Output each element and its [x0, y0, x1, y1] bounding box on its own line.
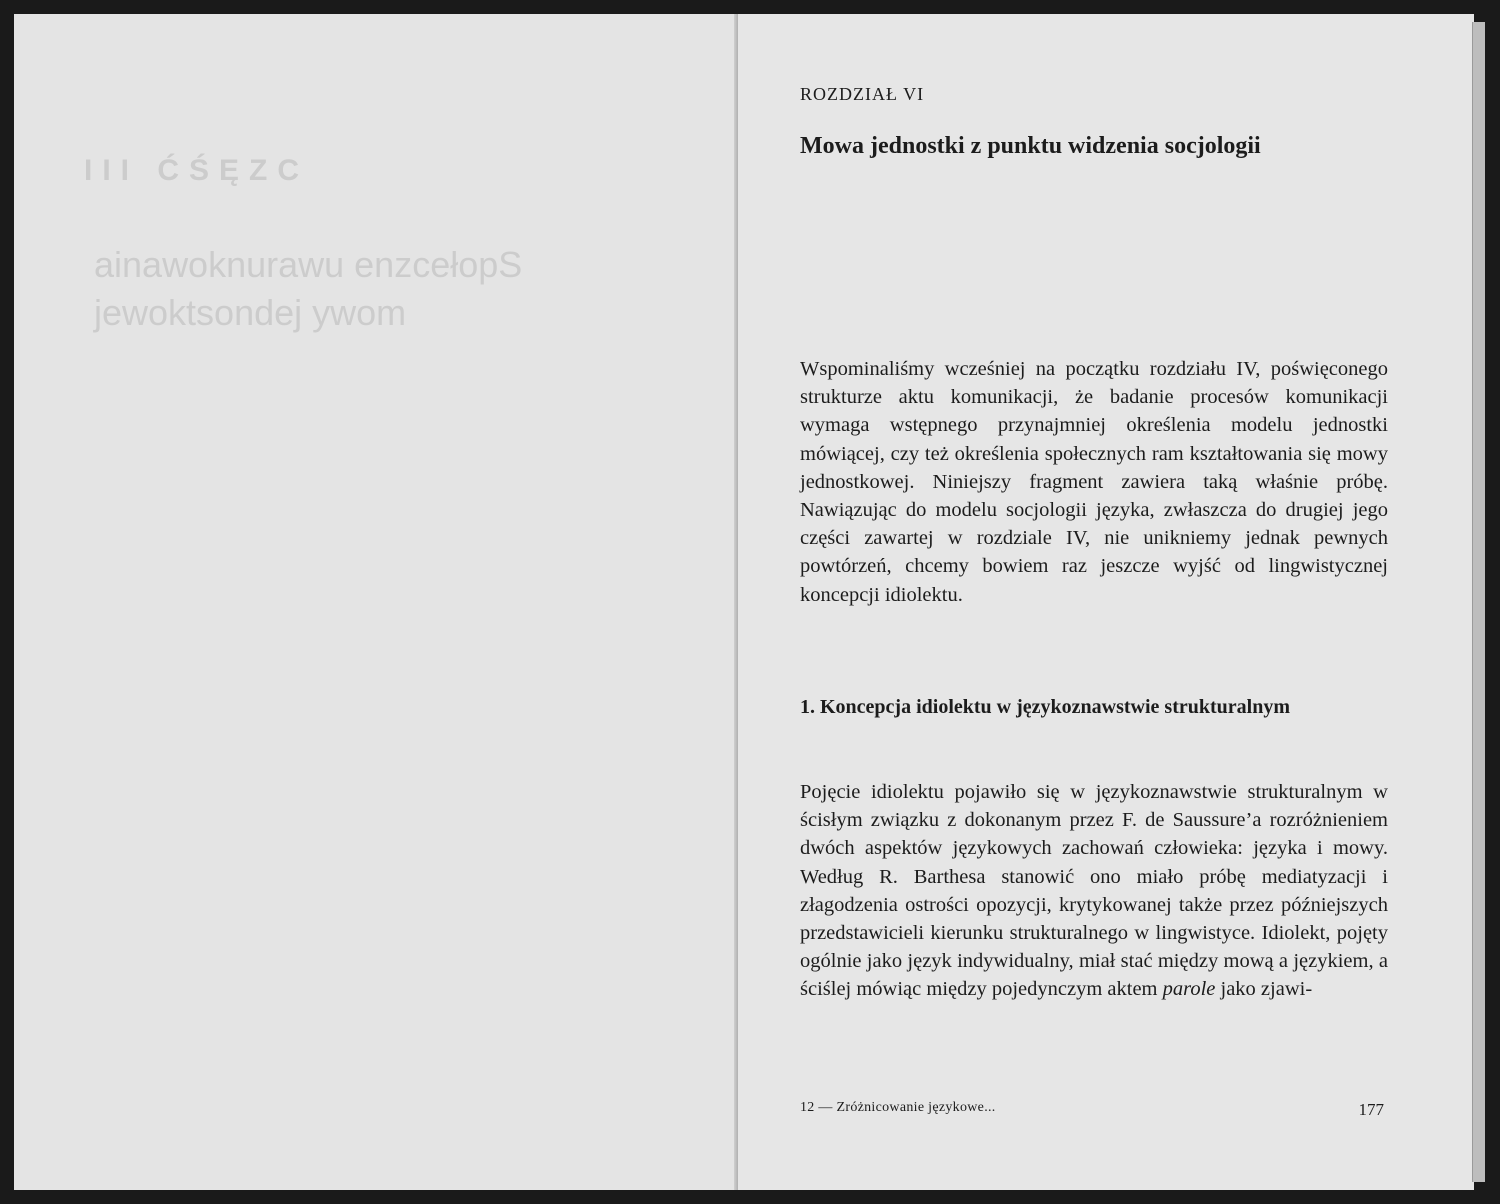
- paragraph-idiolect-tail: jako zjawi-: [1215, 978, 1313, 1001]
- showthrough-title-line1: Społeczne uwarunkowania: [94, 244, 523, 285]
- paragraph-idiolect-text: Pojęcie idiolektu pojawiło się w językoznawstwie strukturalnym w ścisłym związku z dokonanym przez F. de Saussure’a rozróżnieniem dwóch aspektów językowych zachowań człowieka: języka i mowy. Według R. Barthesa stanowić ono miało próbę mediatyzacji i złagodzenia ostrości opozycji, krytykowanej także przez późniejszych przedstawicieli kierunku strukturalnego w lingwistyce. Idiolekt, pojęty ogólnie jako język indywidualny, miał stać między mową a językiem, a ściślej mówiąc między pojedynczym aktem: [800, 781, 1388, 1001]
- term-parole: parole: [1162, 978, 1216, 1001]
- section-title: 1. Koncepcja idiolektu w językoznawstwie strukturalnym: [800, 696, 1290, 718]
- showthrough-part-label: CZĘŚĆ III: [84, 154, 310, 187]
- chapter-label: ROZDZIAŁ VI: [800, 84, 925, 104]
- page-edges: [1472, 22, 1485, 1182]
- page-number: 177: [1358, 1100, 1384, 1119]
- paragraph-idiolect: [800, 778, 1388, 1004]
- left-page: [14, 14, 740, 1190]
- paragraph-intro: Wspominaliśmy wcześniej na początku rozdziału IV, poświęconego strukturze aktu komunikacji, że badanie procesów komunikacji wymaga wstępnego przynajmniej określenia modelu jednostki mówiącej, czy też określenia społecznych ram kształtowania się mowy jednostkowej. Niniejszy fragment zawiera taką właśnie próbę. Nawiązując do modelu socjologii języka, zwłaszcza do drugiej jego części zawartej w rozdziale IV, nie unikniemy jednak pewnych powtórzeń, chcemy bowiem raz jeszcze wyjść od lingwistycznej koncepcji idiolektu.: [800, 358, 1388, 606]
- showthrough-title-line2: mowy jednostkowej: [94, 292, 407, 333]
- footer-signature: 12 — Zróżnicowanie językowe...: [800, 1100, 996, 1115]
- chapter-title: Mowa jednostki z punktu widzenia socjologii: [800, 133, 1261, 159]
